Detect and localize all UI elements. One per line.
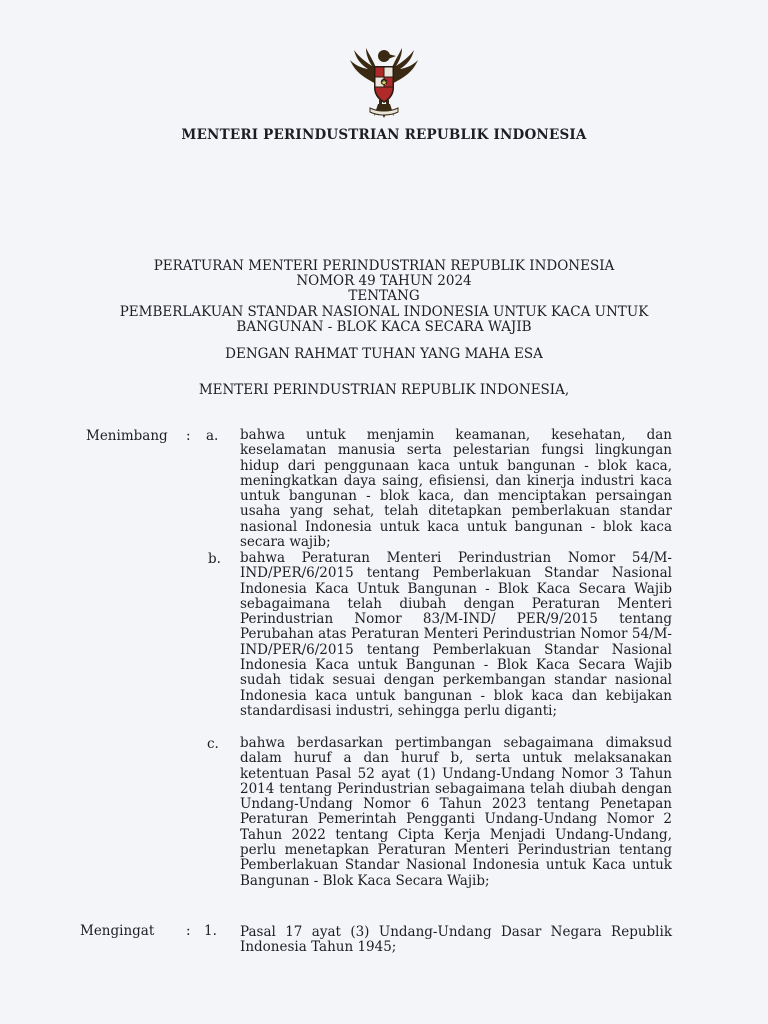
mengingat-item-1-text: Pasal 17 ayat (3) Undang-Undang Dasar Negara Republik Indonesia Tahun 1945; bbox=[240, 924, 672, 956]
authority-line: MENTERI PERINDUSTRIAN REPUBLIK INDONESIA, bbox=[198, 382, 570, 398]
menimbang-colon: : bbox=[186, 428, 191, 444]
garuda-emblem-icon bbox=[344, 44, 424, 122]
menimbang-item-a-text: bahwa untuk menjamin keamanan, kesehatan, dan keselamatan manusia serta pelestarian fungsi lingkungan hidup dari penggunaan kaca untuk bangunan - blok kaca, meningkatkan daya saing, efisiensi, dan kinerja industri kaca untuk bangunan - blok kaca, dan menciptakan persaingan usaha yang sehat, telah ditetapkan pemberlakuan standar nasional Indonesia untuk kaca untuk bangunan - blok kaca secara wajib; bbox=[240, 427, 672, 551]
mengingat-colon: : bbox=[186, 923, 191, 939]
blessing-line: DENGAN RAHMAT TUHAN YANG MAHA ESA bbox=[225, 346, 543, 362]
menimbang-item-b-text: bahwa Peraturan Menteri Perindustrian Nomor 54/M-IND/PER/6/2015 tentang Pemberlakuan Standar Nasional Indonesia Kaca Untuk Bangunan - Blok Kaca Secara Wajib sebagaimana telah diubah dengan Peraturan Menteri Perindustrian Nomor 83/M-IND/ PER/9/2015 tentang Perubahan atas Peraturan Menteri Perindustrian Nomor 54/M-IND/PER/6/2015 tentang Pemberlakuan Standar Nasional Indonesia Kaca untuk Bangunan - Blok Kaca Secara Wajib sudah tidak sesuai dengan perkembangan standar nasional Indonesia kaca untuk bangunan - blok kaca dan kebijakan standardisasi industri, sehingga perlu diganti; bbox=[240, 550, 672, 719]
menimbang-label: Menimbang bbox=[86, 428, 168, 444]
menimbang-item-b-marker: b. bbox=[208, 551, 221, 567]
menimbang-item-a-marker: a. bbox=[206, 428, 219, 444]
regulation-title-line-1: PERATURAN MENTERI PERINDUSTRIAN REPUBLIK INDONESIA bbox=[153, 258, 615, 274]
regulation-number: NOMOR 49 TAHUN 2024 bbox=[296, 273, 472, 289]
regulation-subject-line-2: BANGUNAN - BLOK KACA SECARA WAJIB bbox=[236, 319, 532, 335]
mengingat-label: Mengingat bbox=[80, 923, 155, 939]
regulation-about: TENTANG bbox=[348, 288, 420, 304]
menimbang-item-c-text: bahwa berdasarkan pertimbangan sebagaimana dimaksud dalam huruf a dan huruf b, serta untuk melaksanakan ketentuan Pasal 52 ayat (1) Undang-Undang Nomor 3 Tahun 2014 tentang Perindustrian sebagaimana telah diubah dengan Undang-Undang Nomor 6 Tahun 2023 tentang Penetapan Peraturan Pemerintah Pengganti Undang-Undang Nomor 2 Tahun 2022 tentang Cipta Kerja Menjadi Undang-Undang, perlu menetapkan Peraturan Menteri Perindustrian tentang Pemberlakuan Standar Nasional Indonesia untuk Kaca untuk Bangunan - Blok Kaca Secara Wajib; bbox=[240, 735, 672, 889]
menimbang-item-c-marker: c. bbox=[207, 736, 219, 752]
mengingat-item-1-marker: 1. bbox=[204, 923, 217, 939]
regulation-subject-line-1: PEMBERLAKUAN STANDAR NASIONAL INDONESIA UNTUK KACA UNTUK bbox=[119, 304, 649, 320]
ministry-heading: MENTERI PERINDUSTRIAN REPUBLIK INDONESIA bbox=[181, 127, 587, 143]
